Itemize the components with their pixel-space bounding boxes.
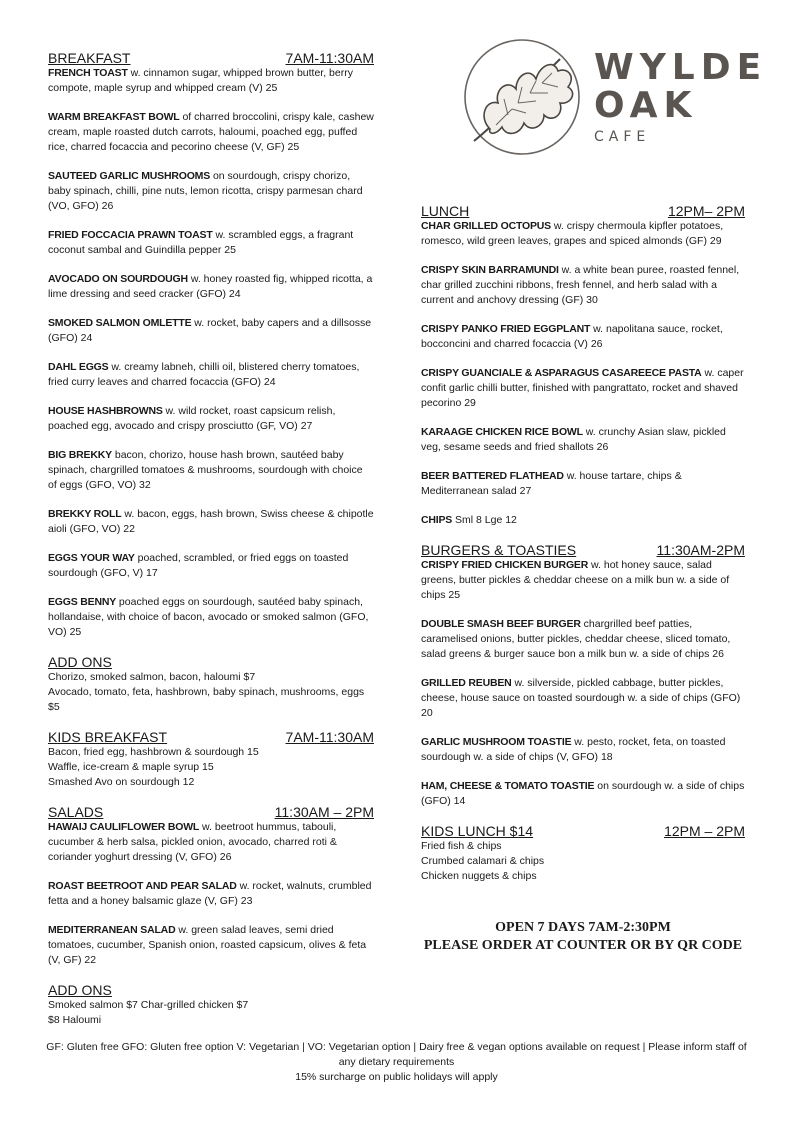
menu-item-name: BIG BREKKY [48, 449, 112, 461]
logo-word-wylde: WYLDE [594, 47, 768, 88]
section-hours: 7AM-11:30AM [285, 729, 374, 745]
order-instructions: PLEASE ORDER AT COUNTER OR BY QR CODE [423, 938, 743, 953]
section-title: ADD ONS [48, 654, 112, 670]
menu-item-name: KARAAGE CHICKEN RICE BOWL [421, 426, 583, 438]
section-header [48, 982, 374, 998]
menu-item-name: HOUSE HASHBROWNS [48, 405, 163, 417]
menu-item [48, 923, 374, 968]
menu-item-description: on sourdough, crispy chorizo, baby spinach, chilli, pine nuts, lemon ricotta, crispy parmesan chard (VO, GFO) 26 [48, 170, 363, 212]
menu-item-name: CRISPY PANKO FRIED EGGPLANT [421, 323, 591, 335]
left-column [48, 50, 374, 1042]
menu-item-description: w. caper confit garlic chilli butter, finished with pangrattato, rocket and shaved pecorino 29 [421, 367, 744, 409]
menu-item-name: CHAR GRILLED OCTOPUS [421, 220, 551, 232]
menu-item-description: w. wild rocket, roast capsicum relish, poached egg, avocado and crispy prosciutto (GF, VO) 27 [48, 405, 336, 432]
menu-item-description: w. cinnamon sugar, whipped brown butter, berry compote, maple syrup and whipped cream (V) 25 [48, 67, 353, 94]
list-line: Chorizo, smoked salmon, bacon, haloumi $7 [48, 671, 256, 683]
right-column [421, 203, 745, 898]
menu-section [48, 654, 374, 715]
menu-item [48, 228, 374, 258]
section-list [421, 839, 745, 884]
menu-item [48, 448, 374, 493]
section-hours: 11:30AM – 2PM [274, 804, 374, 820]
menu-item-name: HAWAIJ CAULIFLOWER BOWL [48, 821, 200, 833]
dietary-legend: GF: Gluten free GFO: Gluten free option V: Vegetarian | VO: Vegetarian option | Dairy free & vegan options available on request | Please inform staff of any dietary requirements [46, 1041, 747, 1068]
section-header [421, 823, 745, 839]
menu-item [421, 263, 745, 308]
menu-item-description: w. green salad leaves, semi dried tomatoes, cucumber, Spanish onion, roasted capsicum, olives & feta (V, GF) 22 [48, 924, 367, 966]
menu-item-description: on sourdough w. a side of chips (GFO) 14 [421, 780, 745, 807]
section-header [48, 654, 374, 670]
menu-item-name: GARLIC MUSHROOM TOASTIE [421, 736, 572, 748]
menu-item-name: GRILLED REUBEN [421, 677, 512, 689]
menu-item [48, 879, 374, 909]
menu-item-name: CRISPY GUANCIALE & ASPARAGUS CASAREECE PASTA [421, 367, 702, 379]
section-title: ADD ONS [48, 982, 112, 998]
menu-item-name: SAUTEED GARLIC MUSHROOMS [48, 170, 211, 182]
section-title: SALADS [48, 804, 104, 820]
section-list [48, 998, 374, 1028]
menu-item-name: DOUBLE SMASH BEEF BURGER [421, 618, 581, 630]
menu-item-name: DAHL EGGS [48, 361, 109, 373]
section-hours: 7AM-11:30AM [285, 50, 374, 66]
list-line: Waffle, ice-cream & maple syrup 15 [48, 761, 214, 773]
menu-item [48, 272, 374, 302]
menu-section [48, 804, 374, 968]
section-title: KIDS BREAKFAST [48, 729, 168, 745]
menu-item [421, 366, 745, 411]
list-line: Avocado, tomato, feta, hashbrown, baby spinach, mushrooms, eggs $5 [48, 686, 365, 713]
menu-item [421, 735, 745, 765]
oak-leaf-icon [456, 37, 588, 157]
section-hours: 12PM– 2PM [667, 203, 745, 219]
menu-item [421, 322, 745, 352]
menu-item-name: EGGS YOUR WAY [48, 552, 135, 564]
menu-item-name: BREKKY ROLL [48, 508, 122, 520]
menu-item-name: CHIPS [421, 514, 453, 526]
list-line: $8 Haloumi [48, 1014, 102, 1026]
menu-item [421, 219, 745, 249]
menu-item [421, 617, 745, 662]
menu-item-description: w. house tartare, chips & Mediterranean salad 27 [421, 470, 682, 497]
menu-item [421, 676, 745, 721]
menu-item-name: WARM BREAKFAST BOWL [48, 111, 180, 123]
menu-item-description: poached, scrambled, or fried eggs on toasted sourdough (GFO, V) 17 [48, 552, 349, 579]
menu-item-description: Sml 8 Lge 12 [452, 514, 517, 526]
menu-item-description: w. crunchy Asian slaw, pickled veg, sesame seeds and fried shallots 26 [421, 426, 726, 453]
menu-item [48, 595, 374, 640]
menu-item-name: CRISPY SKIN BARRAMUNDI [421, 264, 559, 276]
section-title: BREAKFAST [48, 50, 131, 66]
menu-item-name: FRIED FOCCACIA PRAWN TOAST [48, 229, 213, 241]
list-line: Smoked salmon $7 Char-grilled chicken $7 [48, 999, 249, 1011]
menu-item [48, 169, 374, 214]
menu-item-name: EGGS BENNY [48, 596, 117, 608]
opening-notice [421, 919, 745, 955]
menu-item-description: w. scrambled eggs, a fragrant coconut sambal and Guindilla pepper 25 [48, 229, 354, 256]
list-line: Smashed Avo on sourdough 12 [48, 776, 195, 788]
section-list [48, 670, 374, 715]
list-line: Fried fish & chips [421, 840, 502, 852]
section-header [48, 50, 374, 66]
menu-item-description: w. pesto, rocket, feta, on toasted sourdough w. a side of chips (V, GFO) 18 [421, 736, 726, 763]
menu-item-description: bacon, chorizo, house hash brown, sautéed baby spinach, chargrilled tomatoes & mushrooms, sourdough with choice of eggs (GFO, VO) 32 [48, 449, 363, 491]
section-header [421, 203, 745, 219]
section-hours: 11:30AM-2PM [656, 542, 745, 558]
section-list [48, 745, 374, 790]
list-line: Crumbed calamari & chips [421, 855, 545, 867]
menu-item [48, 507, 374, 537]
menu-item-name: AVOCADO ON SOURDOUGH [48, 273, 188, 285]
menu-item-description: w. crispy chermoula kipfler potatoes, romesco, wild green leaves, grapes and spiced almonds (GF) 29 [421, 220, 724, 247]
menu-item-name: BEER BATTERED FLATHEAD [421, 470, 564, 482]
menu-item-name: HAM, CHEESE & TOMATO TOASTIE [421, 780, 595, 792]
menu-item-description: w. rocket, walnuts, crumbled fetta and a honey balsamic glaze (V, GF) 23 [48, 880, 372, 907]
menu-item [421, 558, 745, 603]
menu-item-description: w. honey roasted fig, whipped ricotta, a lime dressing and seed cracker (GFO) 24 [48, 273, 373, 300]
section-header [48, 804, 374, 820]
menu-item-name: MEDITERRANEAN SALAD [48, 924, 176, 936]
dietary-footer [40, 1040, 753, 1085]
surcharge-note: 15% surcharge on public holidays will apply [295, 1071, 498, 1083]
menu-section [48, 729, 374, 790]
menu-section [421, 823, 745, 884]
menu-section [48, 50, 374, 640]
section-header [421, 542, 745, 558]
menu-item [48, 316, 374, 346]
menu-item-description: w. silverside, pickled cabbage, butter pickles, cheese, house sauce on toasted sourdough w. a side of chips (GFO) 20 [421, 677, 741, 719]
opening-hours: OPEN 7 DAYS 7AM-2:30PM [495, 920, 671, 935]
menu-item [48, 404, 374, 434]
section-title: KIDS LUNCH $14 [421, 823, 534, 839]
menu-item [48, 360, 374, 390]
menu-item-description: w. beetroot hummus, tabouli, cucumber & herb salsa, pickled onion, avocado, charred roti & coriander yoghurt dressing (V, GFO) 26 [48, 821, 337, 863]
menu-section [48, 982, 374, 1028]
menu-item-description: chargrilled beef patties, caramelised onions, butter pickles, cheddar cheese, sliced tomato, salad greens & burger sauce bon a milk bun w. a side of chips 26 [421, 618, 731, 660]
menu-item [421, 425, 745, 455]
logo-word-oak: OAK [594, 85, 698, 126]
list-line: Chicken nuggets & chips [421, 870, 537, 882]
menu-item [48, 820, 374, 865]
section-hours: 12PM – 2PM [664, 823, 745, 839]
menu-section [421, 203, 745, 528]
menu-item [421, 469, 745, 499]
menu-item [421, 779, 745, 809]
list-line: Bacon, fried egg, hashbrown & sourdough 15 [48, 746, 259, 758]
menu-item-description: w. creamy labneh, chilli oil, blistered cherry tomatoes, fried curry leaves and charred focaccia (GFO) 24 [48, 361, 360, 388]
menu-item-name: FRENCH TOAST [48, 67, 128, 79]
menu-item [48, 110, 374, 155]
menu-item-name: SMOKED SALMON OMLETTE [48, 317, 192, 329]
menu-item-description: w. rocket, baby capers and a dillsosse (GFO) 24 [48, 317, 372, 344]
menu-item [48, 66, 374, 96]
menu-item [48, 551, 374, 581]
section-title: BURGERS & TOASTIES [421, 542, 577, 558]
section-header [48, 729, 374, 745]
menu-item-description: w. bacon, eggs, hash brown, Swiss cheese & chipotle aioli (GFO, VO) 22 [48, 508, 374, 535]
logo-word-cafe: CAFE [594, 129, 651, 145]
menu-item-name: ROAST BEETROOT AND PEAR SALAD [48, 880, 237, 892]
menu-item-description: poached eggs on sourdough, sautéed baby spinach, hollandaise, with choice of bacon, avocado or smoked salmon (GFO, VO) 25 [48, 596, 369, 638]
menu-item-description: w. a white bean puree, roasted fennel, char grilled zucchini ribbons, fresh fennel, and herb salad with a current and anchovy dressing (GF) 30 [421, 264, 740, 306]
menu-section [421, 542, 745, 809]
menu-item-name: CRISPY FRIED CHICKEN BURGER [421, 559, 589, 571]
section-title: LUNCH [421, 203, 470, 219]
menu-item-description: w. hot honey sauce, salad greens, butter pickles & cheddar cheese on a milk bun w. a side of chips 25 [421, 559, 730, 601]
menu-item-description: w. napolitana sauce, rocket, bocconcini and charred focaccia (V) 26 [421, 323, 723, 350]
cafe-logo [456, 37, 768, 157]
menu-item [421, 513, 745, 528]
menu-item-description: of charred broccolini, crispy kale, cashew cream, maple roasted dutch carrots, haloumi, poached egg, puffed rice, charred focaccia and pecorino cheese (V, GF) 25 [48, 111, 374, 153]
